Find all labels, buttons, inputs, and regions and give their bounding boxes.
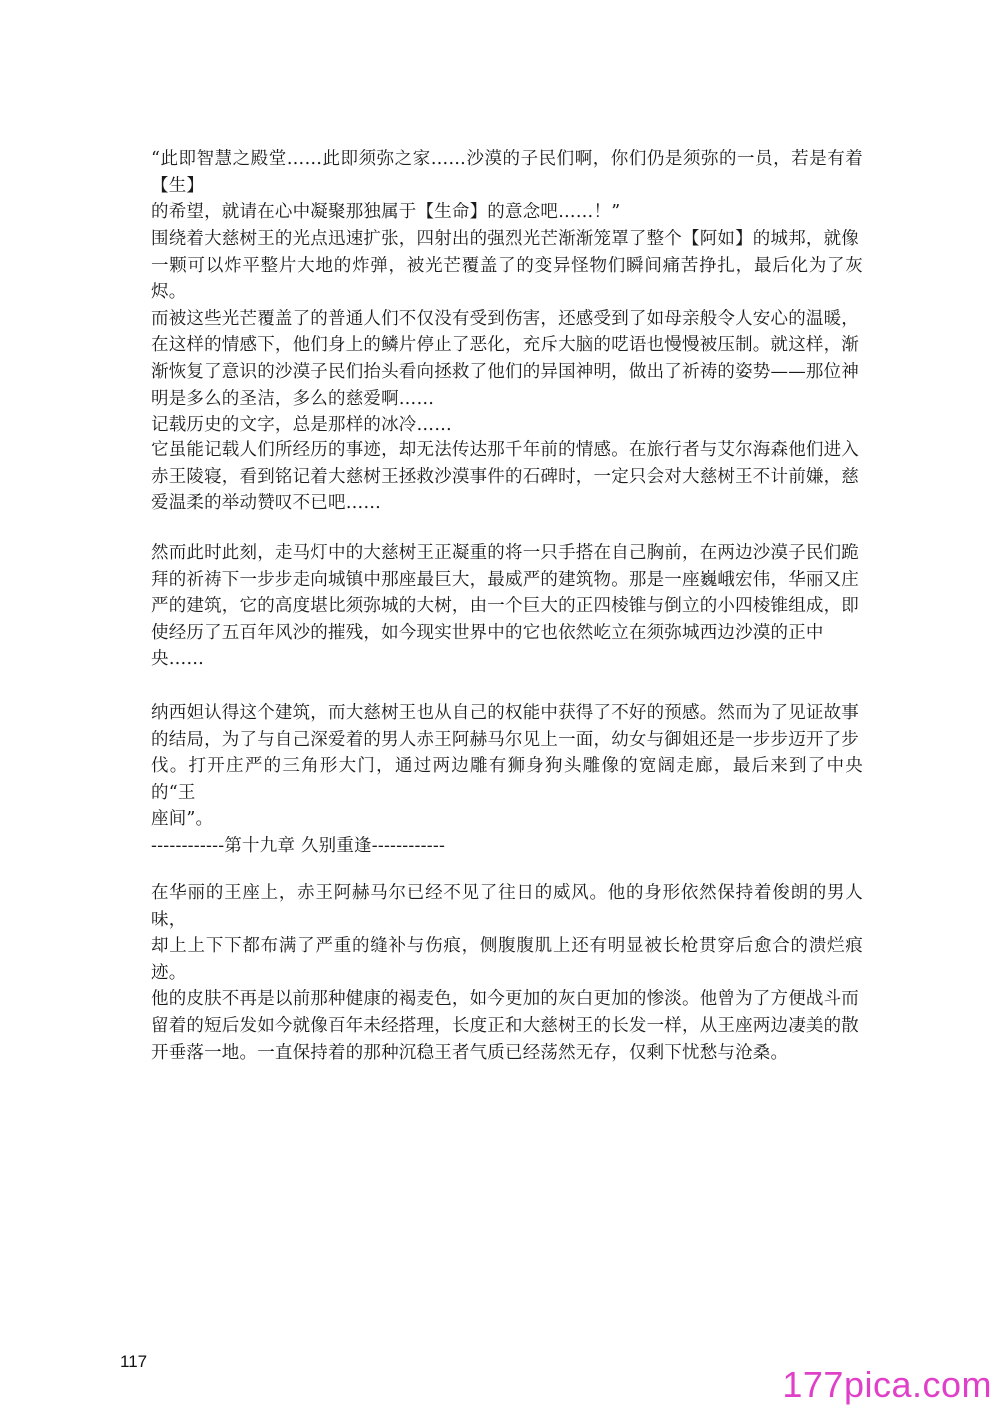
paragraph-3: 记载历史的文字，总是那样的冰冷…… (151, 415, 452, 435)
site-watermark: 177pica.com (782, 1364, 992, 1405)
paragraph-7: 在华丽的王座上，赤王阿赫马尔已经不见了往日的威风。他的身形依然保持着俊朗的男人味， 却上上下下都布满了严重的缝补与伤痕，侧腹腹肌上还有明显被长枪贯穿后愈合的溃烂痕迹。 他的皮肤不再是以前那种健康的褐麦色，如今更加的灰白更加的惨淡。他曾为了方便战斗而 留着的短后发如今就像百年未经搭理，长度正和大慈树王的长发一样，从王座两边凄美的散 开垂落一地。一直保持着的那种沉稳王者气质已经荡然无存，仅剩下忧愁与沧桑。 (151, 883, 863, 1063)
paragraph-2: 围绕着大慈树王的光点迅速扩张，四射出的强烈光芒渐渐笼罩了整个【阿如】的城邦，就像 一颗可以炸平整片大地的炸弹，被光芒覆盖了的变异怪物们瞬间痛苦挣扎，最后化为了灰烬。 而被这些光芒覆盖了的普通人们不仅没有受到伤害，还感受到了如母亲般令人安心的温暖， 在这样的情感下，他们身上的鳞片停止了恶化，充斥大脑的呓语也慢慢被压制。就这样，渐 渐恢复了意识的沙漠子民们抬头看向拯救了他们的异国神明，做出了祈祷的姿势——那位神 明是多么的圣洁，多么的慈爱啊…… (151, 229, 863, 409)
paragraph-1: “此即智慧之殿堂……此即须弥之家……沙漠的子民们啊，你们仍是须弥的一员，若是有着【生】 的希望，就请在心中凝聚那独属于【生命】的意念吧……！” (151, 149, 863, 223)
page-number: 117 (120, 1352, 148, 1371)
chapter-heading: ------------第十九章 久别重逢------------ (151, 836, 446, 856)
paragraph-4: 它虽能记载人们所经历的事迹，却无法传达那千年前的情感。在旅行者与艾尔海森他们进入 赤王陵寝，看到铭记着大慈树王拯救沙漠事件的石碑时，一定只会对大慈树王不计前嫌，慈 爱温柔的举动赞叹不已吧…… (151, 440, 859, 514)
paragraph-6: 纳西妲认得这个建筑，而大慈树王也从自己的权能中获得了不好的预感。然而为了见证故事 的结局，为了与自己深爱着的男人赤王阿赫马尔见上一面，幼女与御姐还是一步步迈开了步 伐。打开庄严的三角形大门，通过两边雕有狮身狗头雕像的宽阔走廊，最后来到了中央的“王 座间”。 (151, 703, 863, 830)
paragraph-5: 然而此时此刻，走马灯中的大慈树王正凝重的将一只手搭在自己胸前，在两边沙漠子民们跪 拜的祈祷下一步步走向城镇中那座最巨大，最威严的建筑物。那是一座巍峨宏伟，华丽又庄 严的建筑，它的高度堪比须弥城的大树，由一个巨大的正四棱锥与倒立的小四棱锥组成，即 使经历了五百年风沙的摧残，如今现实世界中的它也依然屹立在须弥城西边沙漠的正中 央…… (151, 543, 859, 670)
